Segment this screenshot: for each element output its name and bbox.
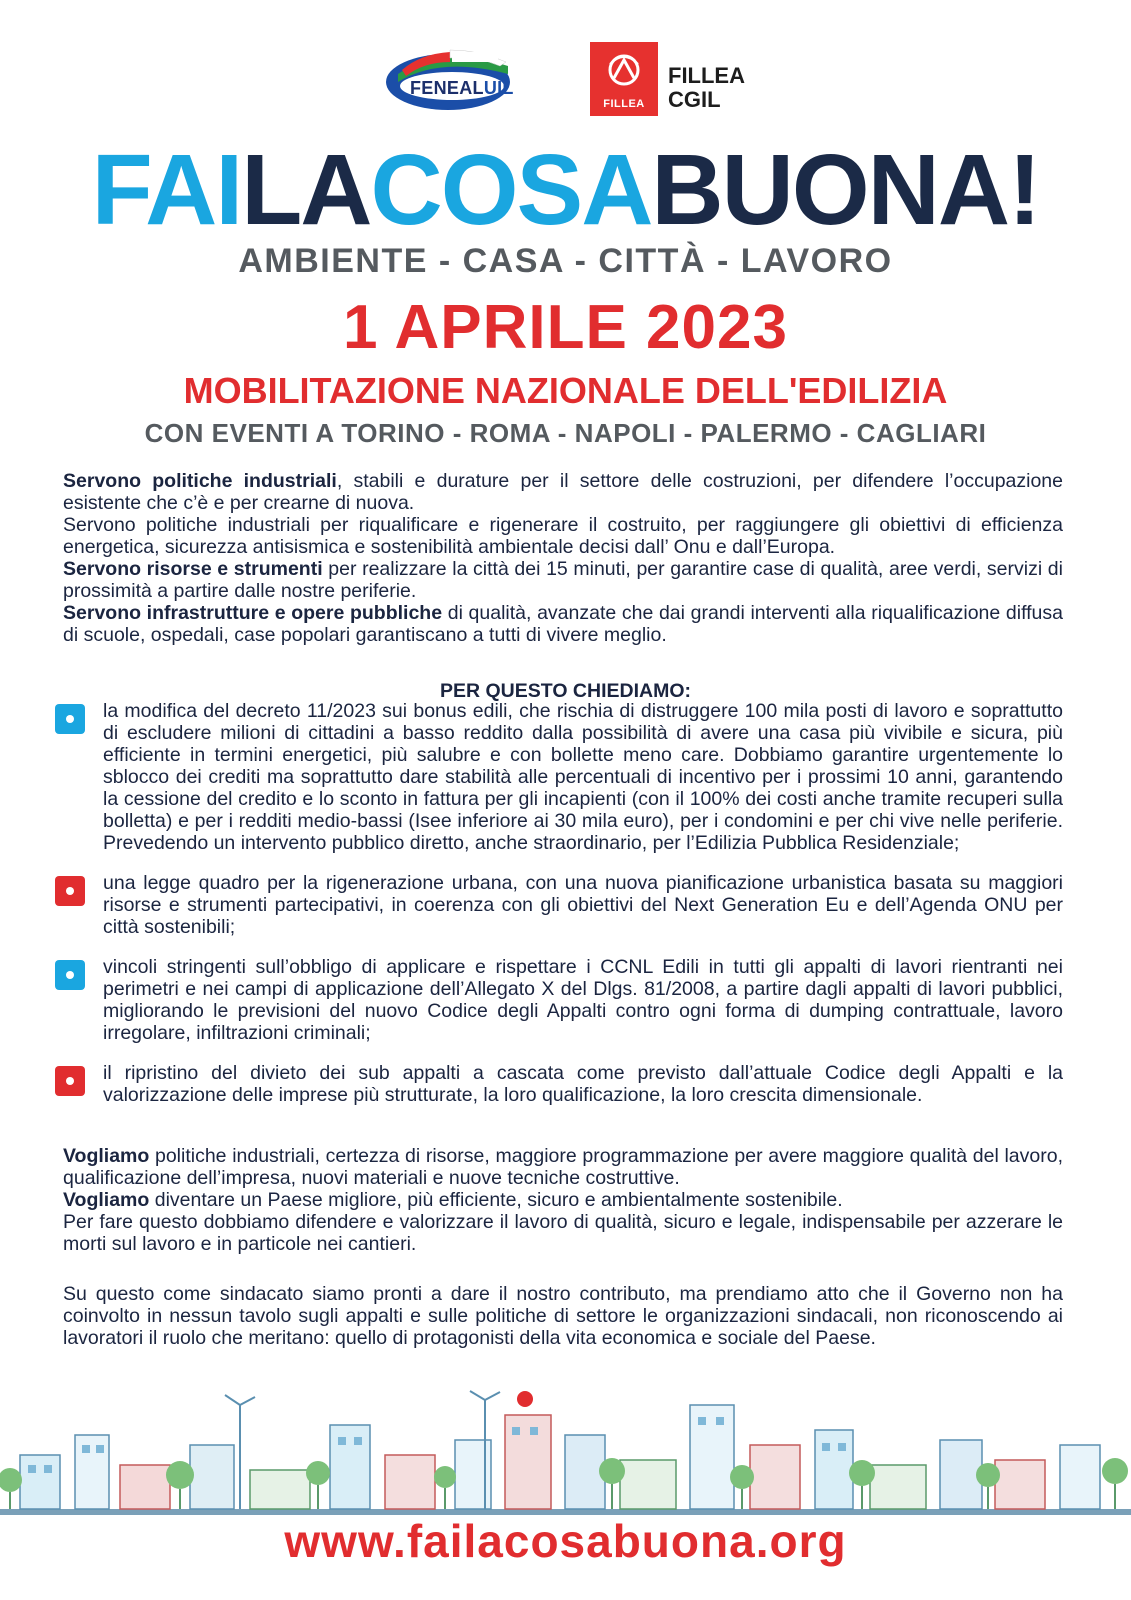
cgil-word: CGIL: [668, 87, 721, 112]
list-item: una legge quadro per la rigenerazione urbana, con una nuova pianificazione urbanistica basata su maggiori risorse e strumenti partecipativi, in coerenza con gli obiettivi del Next Generation Eu e dell’Agenda ONU per città sostenibili;: [55, 872, 1063, 938]
fillea-box-label: FILLEA: [603, 98, 645, 110]
intro-paragraph-3: Servono risorse e strumenti per realizzare la città dei 15 minuti, per garantire case di qualità, aree verdi, servizi di prossimità a partire dalle nostre periferie.: [63, 558, 1063, 602]
list-item: il ripristino del divieto dei sub appalti a cascata come previsto dall’attuale Codice degli Appalti e la valorizzazione delle imprese più strutturate, la loro qualificazione, la loro crescita dimensionale.: [55, 1062, 1063, 1106]
goals-paragraph-2: Vogliamo diventare un Paese migliore, più efficiente, sicuro e ambientalmente sostenibile.: [63, 1189, 843, 1211]
title-cosa: COSA: [370, 134, 652, 246]
feneal-uil-logo: [380, 44, 570, 114]
bullet-icon: [55, 1066, 85, 1096]
campaign-title: [0, 134, 1131, 246]
fillea-cgil-wordmark: [668, 64, 745, 112]
fillea-cgil-logo-mark: [590, 42, 658, 116]
website-url[interactable]: www.failacosabuona.org: [284, 1515, 847, 1567]
goals-section: [63, 1145, 1063, 1255]
intro-section: [63, 470, 1063, 646]
goals-paragraph-1: Vogliamo politiche industriali, certezza di risorse, maggiore programmazione per avere maggiore qualità del lavoro, qualificazione dell’impresa, nuovi materiali e nuove tecniche costruttive.: [63, 1145, 1063, 1189]
intro-paragraph-4: Servono infrastrutture e opere pubbliche di qualità, avanzate che dai grandi interventi alla riqualificazione diffusa di scuole, ospedali, case popolari garantiscano a tutti di vivere meglio.: [63, 602, 1063, 646]
list-item: vincoli stringenti sull’obbligo di applicare e rispettare i CCNL Edili in tutti gli appalti di lavori rientranti nei perimetri e nei campi di applicazione dell’Allegato X del Dlgs. 81/2008, a partire dagli appalti di lavori pubblici, migliorando le previsioni del nuovo Codice degli Appalti contro ogni forma di dumping contrattuale, lavoro irregolare, infiltrazioni criminali;: [55, 956, 1063, 1044]
demands-list: [55, 700, 1063, 1124]
bullet-icon: [55, 704, 85, 734]
mobilization-heading: MOBILITAZIONE NAZIONALE DELL'EDILIZIA: [183, 370, 948, 411]
intro-paragraph-1: Servono politiche industriali, stabili e durature per il settore delle costruzioni, per difendere l’occupazione esistente che c’è e per crearne di nuova.: [63, 470, 1063, 514]
bullet-icon: [55, 960, 85, 990]
list-item: la modifica del decreto 11/2023 sui bonus edili, che rischia di distruggere 100 mila posti di lavoro e soprattutto di escludere milioni di cittadini a basso reddito dalla possibilità di avere una casa più vivibile e sicura, più efficiente in termini energetici, più salubre e con bollette meno care. Dobbiamo garantire urgentemente lo sblocco dei crediti ma soprattutto dare stabilità alle percentuali di incentivo per i prossimi 10 anni, garantendo la cessione del credito e lo sconto in fattura per gli incapienti (con il 100% dei costi anche tramite recuperi sulla bolletta) e per i redditi medio-bassi (Isee inferiore ai 30 mila euro), per i condomini e per chi vive nelle periferie. Prevedendo un intervento pubblico diretto, anche straordinario, per l’Edilizia Pubblica Residenziale;: [55, 700, 1063, 854]
bullet-icon: [55, 876, 85, 906]
fillea-emblem-icon: [590, 42, 658, 94]
demands-heading: PER QUESTO CHIEDIAMO:: [440, 680, 691, 702]
goals-paragraph-3: Per fare questo dobbiamo difendere e valorizzare il lavoro di qualità, sicuro e legale, indispensabile per azzerare le morti sul lavoro e in particole nei cantieri.: [63, 1211, 1063, 1255]
uil-word: UIL: [483, 78, 514, 98]
title-fai: FAI: [91, 134, 242, 246]
intro-paragraph-2: Servono politiche industriali per riqualificare e rigenerare il costruito, per raggiungere gli obiettivi di efficienza energetica, sicurezza antisismica e sostenibilità ambientale decisi dall’ Onu e dall’Europa.: [63, 514, 1063, 558]
fillea-word: FILLEA: [668, 63, 745, 88]
city-skyline-illustration: [0, 1385, 1131, 1515]
logo-bar: [0, 42, 1131, 122]
themes-subtitle: AMBIENTE - CASA - CITTÀ - LAVORO: [238, 242, 893, 280]
closing-paragraph: Su questo come sindacato siamo pronti a dare il nostro contributo, ma prendiamo atto che il Governo non ha coinvolto in nessun tavolo sugli appalti e sulle politiche di settore le organizzazioni sindacali, non riconoscendo ai lavoratori il ruolo che meritano: quello di protagonisti della vita economica e sociale del Paese.: [63, 1283, 1063, 1349]
title-buona: BUONA!: [651, 134, 1040, 246]
title-la: LA: [241, 134, 371, 246]
event-cities: CON EVENTI A TORINO - ROMA - NAPOLI - PALERMO - CAGLIARI: [144, 418, 987, 448]
event-date: 1 APRILE 2023: [343, 293, 788, 362]
feneal-word: FENEAL: [410, 78, 484, 98]
